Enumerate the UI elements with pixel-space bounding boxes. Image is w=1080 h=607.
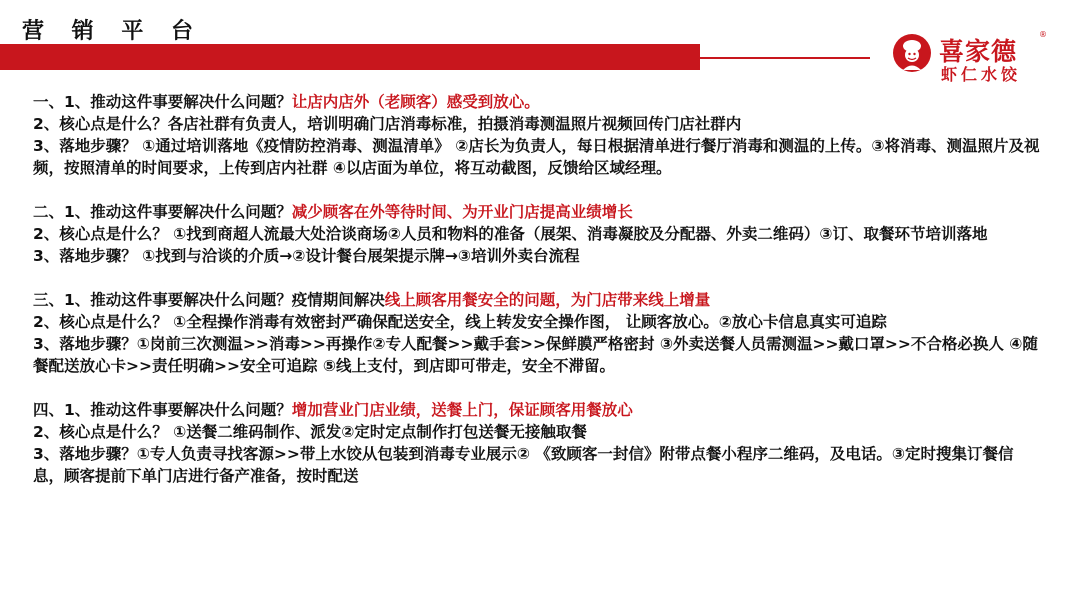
question-prefix: 四、1、推动这件事要解决什么问题？ <box>33 401 292 419</box>
question-line <box>33 399 1043 421</box>
header-red-line <box>700 57 870 59</box>
question-prefix: 一、1、推动这件事要解决什么问题？ <box>33 93 292 111</box>
core-point-line: 2、核心点是什么？各店社群有负责人，培训明确门店消毒标准，拍摄消毒测温照片视频回传门店社群内 <box>33 115 742 133</box>
trademark-mark: ® <box>1039 30 1047 39</box>
question-line <box>33 201 1043 223</box>
question-line <box>33 91 1043 113</box>
brand-logo <box>893 30 1053 84</box>
content-body <box>33 91 1043 509</box>
section-3 <box>33 289 1043 377</box>
question-answer: 让店内店外（老顾客）感受到放心。 <box>291 93 540 111</box>
brand-subtitle: 虾仁水饺 <box>941 65 1022 84</box>
question-answer: 增加营业门店业绩，送餐上门，保证顾客用餐放心 <box>291 401 633 419</box>
steps-line: 3、落地步骤？ ①找到与洽谈的介质→②设计餐台展架提示牌→③培训外卖台流程 <box>33 247 580 265</box>
steps-line: 3、落地步骤？ ①通过培训落地《疫情防控消毒、测温清单》 ②店长为负责人，每日根据清单进行餐厅消毒和测温的上传。③将消毒、测温照片及视频，按照清单的时间要求，上传到店内社群 ④以店面为单位，将互动截图，反馈给区域经理。 <box>33 137 1040 177</box>
section-4 <box>33 399 1043 487</box>
page-title: 营 销 平 台 <box>22 19 203 44</box>
question-answer: 线上顾客用餐安全的问题，为门店带来线上增量 <box>384 291 711 309</box>
section-1 <box>33 91 1043 179</box>
core-point-line: 2、核心点是什么？ ①全程操作消毒有效密封严确保配送安全，线上转发安全操作图， 让顾客放心。②放心卡信息真实可追踪 <box>33 313 887 331</box>
chef-logo-icon <box>893 34 931 72</box>
question-prefix: 三、1、推动这件事要解决什么问题？疫情期间解决 <box>33 291 385 309</box>
core-point-line: 2、核心点是什么？ ①送餐二维码制作、派发②定时定点制作打包送餐无接触取餐 <box>33 423 587 441</box>
question-line <box>33 289 1043 311</box>
core-point-line: 2、核心点是什么？ ①找到商超人流最大处洽谈商场②人员和物料的准备（展架、消毒凝胶及分配器、外卖二维码）③订、取餐环节培训落地 <box>33 225 988 243</box>
question-prefix: 二、1、推动这件事要解决什么问题？ <box>33 203 292 221</box>
brand-name: 喜家德 <box>939 37 1018 66</box>
steps-line: 3、落地步骤？①岗前三次测温>>消毒>>再操作②专人配餐>>戴手套>>保鲜膜严格密封 ③外卖送餐人员需测温>>戴口罩>>不合格必换人 ④随餐配送放心卡>>责任明确>>安全可追踪 ⑤线上支付，到店即可带走，安全不滞留。 <box>33 335 1038 375</box>
section-2 <box>33 201 1043 267</box>
steps-line: 3、落地步骤？①专人负责寻找客源>>带上水饺从包装到消毒专业展示② 《致顾客一封信》附带点餐小程序二维码，及电话。③定时搜集订餐信息，顾客提前下单门店进行备产准备，按时配送 <box>33 445 1014 485</box>
header-red-bar <box>0 44 700 70</box>
question-answer: 减少顾客在外等待时间、为开业门店提高业绩增长 <box>291 203 633 221</box>
